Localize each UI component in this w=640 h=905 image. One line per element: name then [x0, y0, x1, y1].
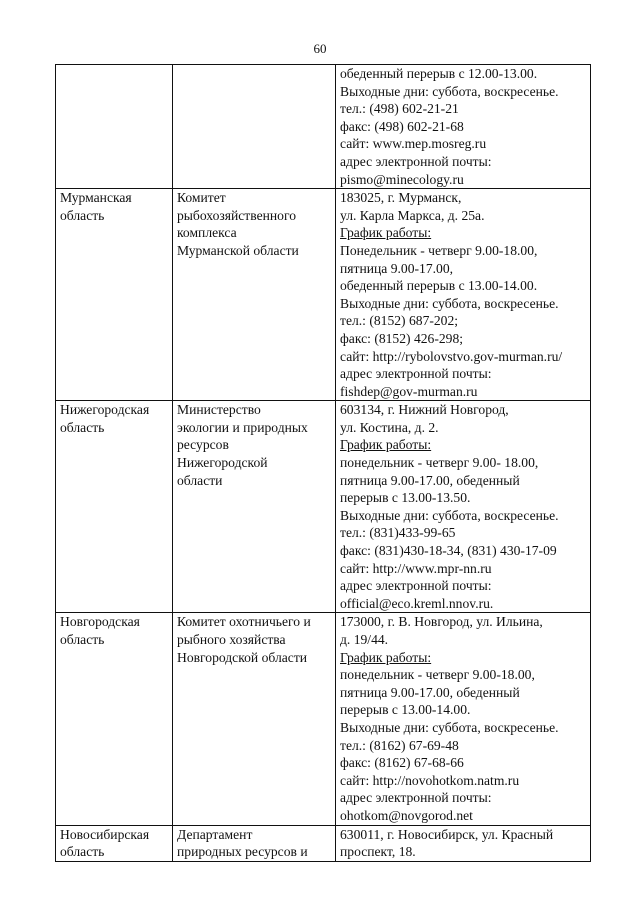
page-number: 60: [313, 41, 327, 56]
contact-line: Выходные дни: суббота, воскресенье.: [340, 719, 559, 735]
agency-name-line: комплекса: [177, 225, 237, 241]
schedule-heading: График работы:: [340, 225, 432, 241]
contact-line: 630011, г. Новосибирск, ул. Красный: [340, 826, 554, 842]
agency-name-line: Мурманской области: [177, 242, 299, 258]
contact-line: сайт: http://www.mpr-nn.ru: [340, 560, 492, 576]
contact-line: official@eco.kreml.nnov.ru.: [340, 595, 494, 611]
agency-name-line: экологии и природных: [177, 419, 308, 435]
contact-line: понедельник - четверг 9.00- 18.00,: [340, 455, 539, 471]
contact-line: 183025, г. Мурманск,: [340, 190, 462, 206]
contact-line: 173000, г. В. Новгород, ул. Ильина,: [340, 614, 543, 630]
contact-line: адрес электронной почты:: [340, 790, 492, 806]
region-cell: [56, 65, 173, 189]
contact-line: адрес электронной почты:: [340, 578, 492, 594]
contacts-cell: [336, 189, 591, 401]
table-row: [56, 613, 591, 825]
agency-name-line: ресурсов: [177, 437, 229, 453]
contact-line: 603134, г. Нижний Новгород,: [340, 402, 509, 418]
contact-line: ohotkom@novgorod.net: [340, 807, 473, 823]
agency-name-line: рыбного хозяйства: [177, 632, 286, 647]
contact-line: обеденный перерыв с 12.00-13.00.: [340, 66, 538, 81]
region-name-line: область: [60, 844, 105, 860]
contact-line: тел.: (498) 602-21-21: [340, 101, 459, 117]
contact-line: Понедельник - четверг 9.00-18.00,: [340, 242, 538, 258]
contact-line: pismo@minecology.ru: [340, 171, 464, 187]
agency-name-line: Нижегородской: [177, 455, 268, 471]
contact-line: ул. Карла Маркса, д. 25а.: [340, 207, 485, 223]
table-body: [56, 65, 591, 862]
contact-line: пятница 9.00-17.00,: [340, 260, 454, 276]
contact-line: сайт: http://rybolovstvo.gov-murman.ru/: [340, 348, 563, 364]
contact-line: ул. Костина, д. 2.: [340, 419, 439, 435]
contact-line: перерыв с 13.00-13.50.: [340, 490, 471, 506]
agency-name-line: области: [177, 472, 223, 488]
region-cell: [56, 401, 173, 613]
table-row: [56, 189, 591, 401]
contact-line: Выходные дни: суббота, воскресенье.: [340, 295, 559, 311]
contact-line: тел.: (831)433-99-65: [340, 525, 456, 541]
region-name-line: Мурманская: [60, 190, 132, 206]
contact-line: факс: (498) 602-21-68: [340, 118, 464, 134]
contact-line: факс: (8152) 426-298;: [340, 330, 464, 346]
contact-line: fishdep@gov-murman.ru: [340, 383, 478, 399]
contact-line: сайт: www.mep.mosreg.ru: [340, 136, 487, 152]
region-cell: [56, 189, 173, 401]
region-cell: [56, 613, 173, 825]
contact-line: факс: (8162) 67-68-66: [340, 755, 464, 771]
contact-line: обеденный перерыв с 13.00-14.00.: [340, 278, 538, 294]
region-name-line: Новгородская: [60, 614, 140, 630]
agency-cell: [173, 613, 336, 825]
agency-name-line: Новгородской области: [177, 649, 308, 665]
agency-name-line: рыбохозяйственного: [177, 207, 297, 223]
contacts-cell: [336, 613, 591, 825]
contact-line: тел.: (8152) 687-202;: [340, 313, 459, 329]
contact-line: Выходные дни: суббота, воскресенье.: [340, 507, 559, 523]
schedule-heading: График работы:: [340, 437, 432, 453]
contact-line: факс: (831)430-18-34, (831) 430-17-09: [340, 543, 557, 559]
region-name-line: область: [60, 632, 105, 647]
schedule-heading: График работы:: [340, 649, 432, 665]
agency-cell: [173, 825, 336, 861]
contact-line: понедельник - четверг 9.00-18.00,: [340, 667, 535, 683]
region-name-line: область: [60, 419, 105, 435]
region-cell: [56, 825, 173, 861]
agency-contacts-table: [55, 64, 591, 862]
agency-cell: [173, 65, 336, 189]
contact-line: тел.: (8162) 67-69-48: [340, 737, 459, 753]
region-name-line: Нижегородская: [60, 402, 150, 418]
contact-line: адрес электронной почты:: [340, 366, 492, 382]
contact-line: проспект, 18.: [340, 844, 416, 860]
table-row: [56, 65, 591, 189]
agency-cell: [173, 189, 336, 401]
contacts-cell: [336, 825, 591, 861]
agency-name-line: Министерство: [177, 402, 261, 418]
agency-name-line: Комитет охотничьего и: [177, 614, 311, 630]
contacts-cell: [336, 401, 591, 613]
contact-line: пятница 9.00-17.00, обеденный: [340, 684, 520, 700]
agency-cell: [173, 401, 336, 613]
contacts-cell: [336, 65, 591, 189]
agency-name-line: Комитет: [177, 190, 226, 206]
agency-name-line: природных ресурсов и: [177, 844, 308, 860]
contact-line: адрес электронной почты:: [340, 153, 492, 169]
table-row: [56, 825, 591, 861]
region-name-line: область: [60, 207, 105, 223]
contact-line: пятница 9.00-17.00, обеденный: [340, 472, 520, 488]
agency-name-line: Департамент: [177, 826, 253, 842]
contact-line: сайт: http://novohotkom.natm.ru: [340, 772, 520, 788]
table-row: [56, 401, 591, 613]
contact-line: Выходные дни: суббота, воскресенье.: [340, 83, 559, 99]
contact-line: д. 19/44.: [340, 632, 389, 647]
region-name-line: Новосибирская: [60, 826, 150, 842]
contact-line: перерыв с 13.00-14.00.: [340, 702, 471, 718]
